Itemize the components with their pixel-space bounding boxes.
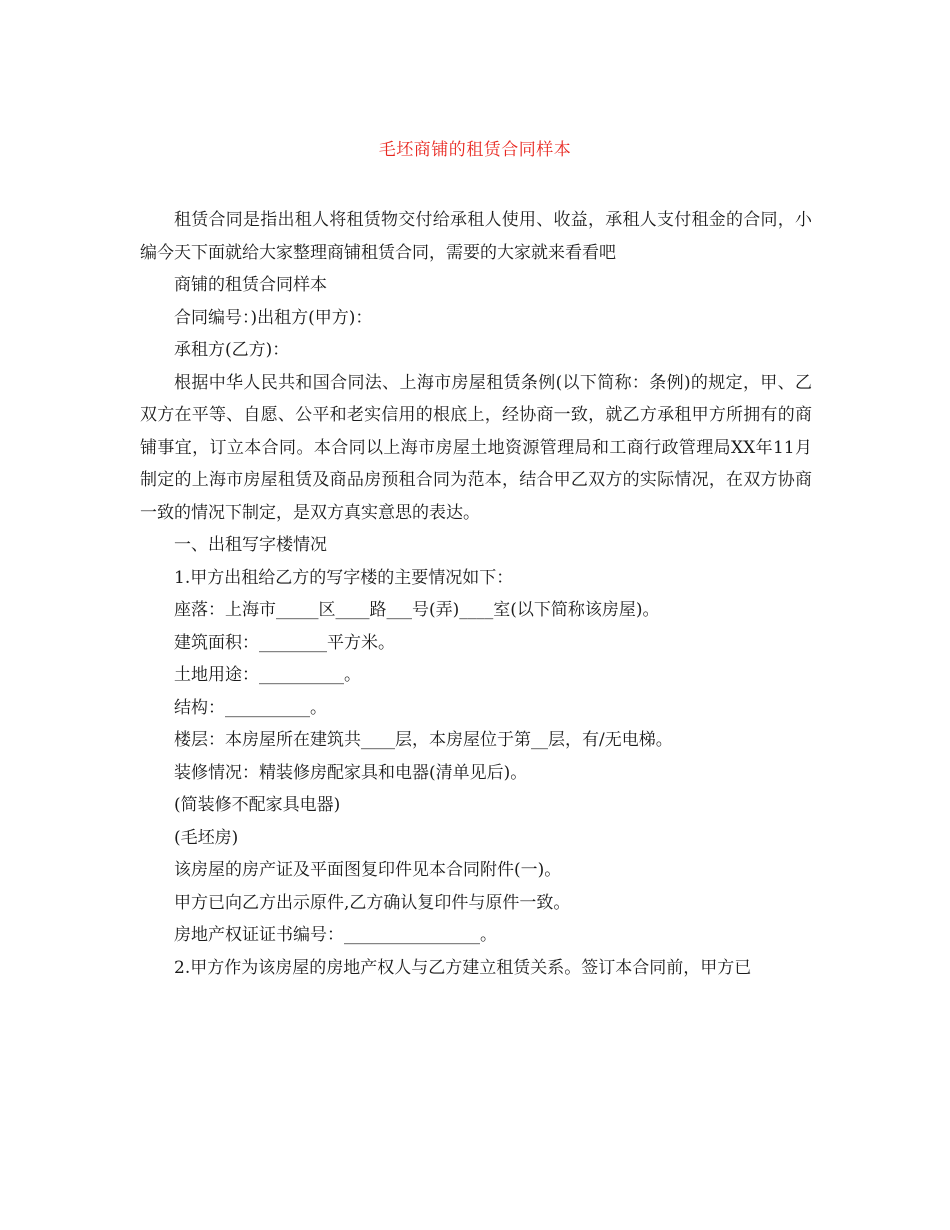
paragraph: 甲方已向乙方出示原件,乙方确认复印件与原件一致。 [174,892,571,913]
paragraph: 商铺的租赁合同样本 [174,275,327,295]
paragraph: 结构：__________。 [174,697,327,718]
paragraph: 根据中华人民共和国合同法、上海市房屋租赁条例(以下简称：条例)的规定，甲、乙双方在平等、自愿、公平和老实信用的根底上，经协商一致，就乙方承租甲方所拥有的商铺事宜，订立本合同。本合同以上海市房屋土地资源管理局和工商行政管理局XX年11月制定的上海市房屋租赁及商品房预租合同为范本，结合甲乙双方的实际情况，在双方协商一致的情况下制定，是双方真实意思的表达。 [140,372,812,523]
paragraph: 楼层：本房屋所在建筑共____层，本房屋位于第__层，有/无电梯。 [174,730,673,750]
section-heading: 一、出租写字楼情况 [174,535,327,555]
paragraph: 座落：上海市_____区____路___号(弄)____室(以下简称该房屋)。 [174,600,660,620]
paragraph: 房地产权证证书编号：________________。 [174,925,497,945]
paragraph: 承租方(乙方)： [174,340,290,360]
paragraph: 装修情况：精装修房配家具和电器(清单见后)。 [174,762,528,783]
document-title: 毛坯商铺的租赁合同样本 [378,140,572,160]
paragraph: 合同编号：)出租方(甲方)： [174,307,373,328]
paragraph: 该房屋的房产证及平面图复印件见本合同附件(一)。 [174,860,562,880]
paragraph: 租赁合同是指出租人将租赁物交付给承租人使用、收益，承租人支付租金的合同，小编今天下面就给大家整理商铺租赁合同，需要的大家就来看看吧 [140,210,812,263]
paragraph: 2.甲方作为该房屋的房地产权人与乙方建立租赁关系。签订本合同前，甲方已 [174,957,752,978]
paragraph: (简装修不配家具电器) [174,795,341,815]
document-body [140,204,812,984]
paragraph: 建筑面积：________平方米。 [174,632,395,653]
paragraph: 1.甲方出租给乙方的写字楼的主要情况如下： [174,567,514,588]
paragraph: (毛坯房) [174,827,239,848]
paragraph: 土地用途：__________。 [174,665,361,685]
